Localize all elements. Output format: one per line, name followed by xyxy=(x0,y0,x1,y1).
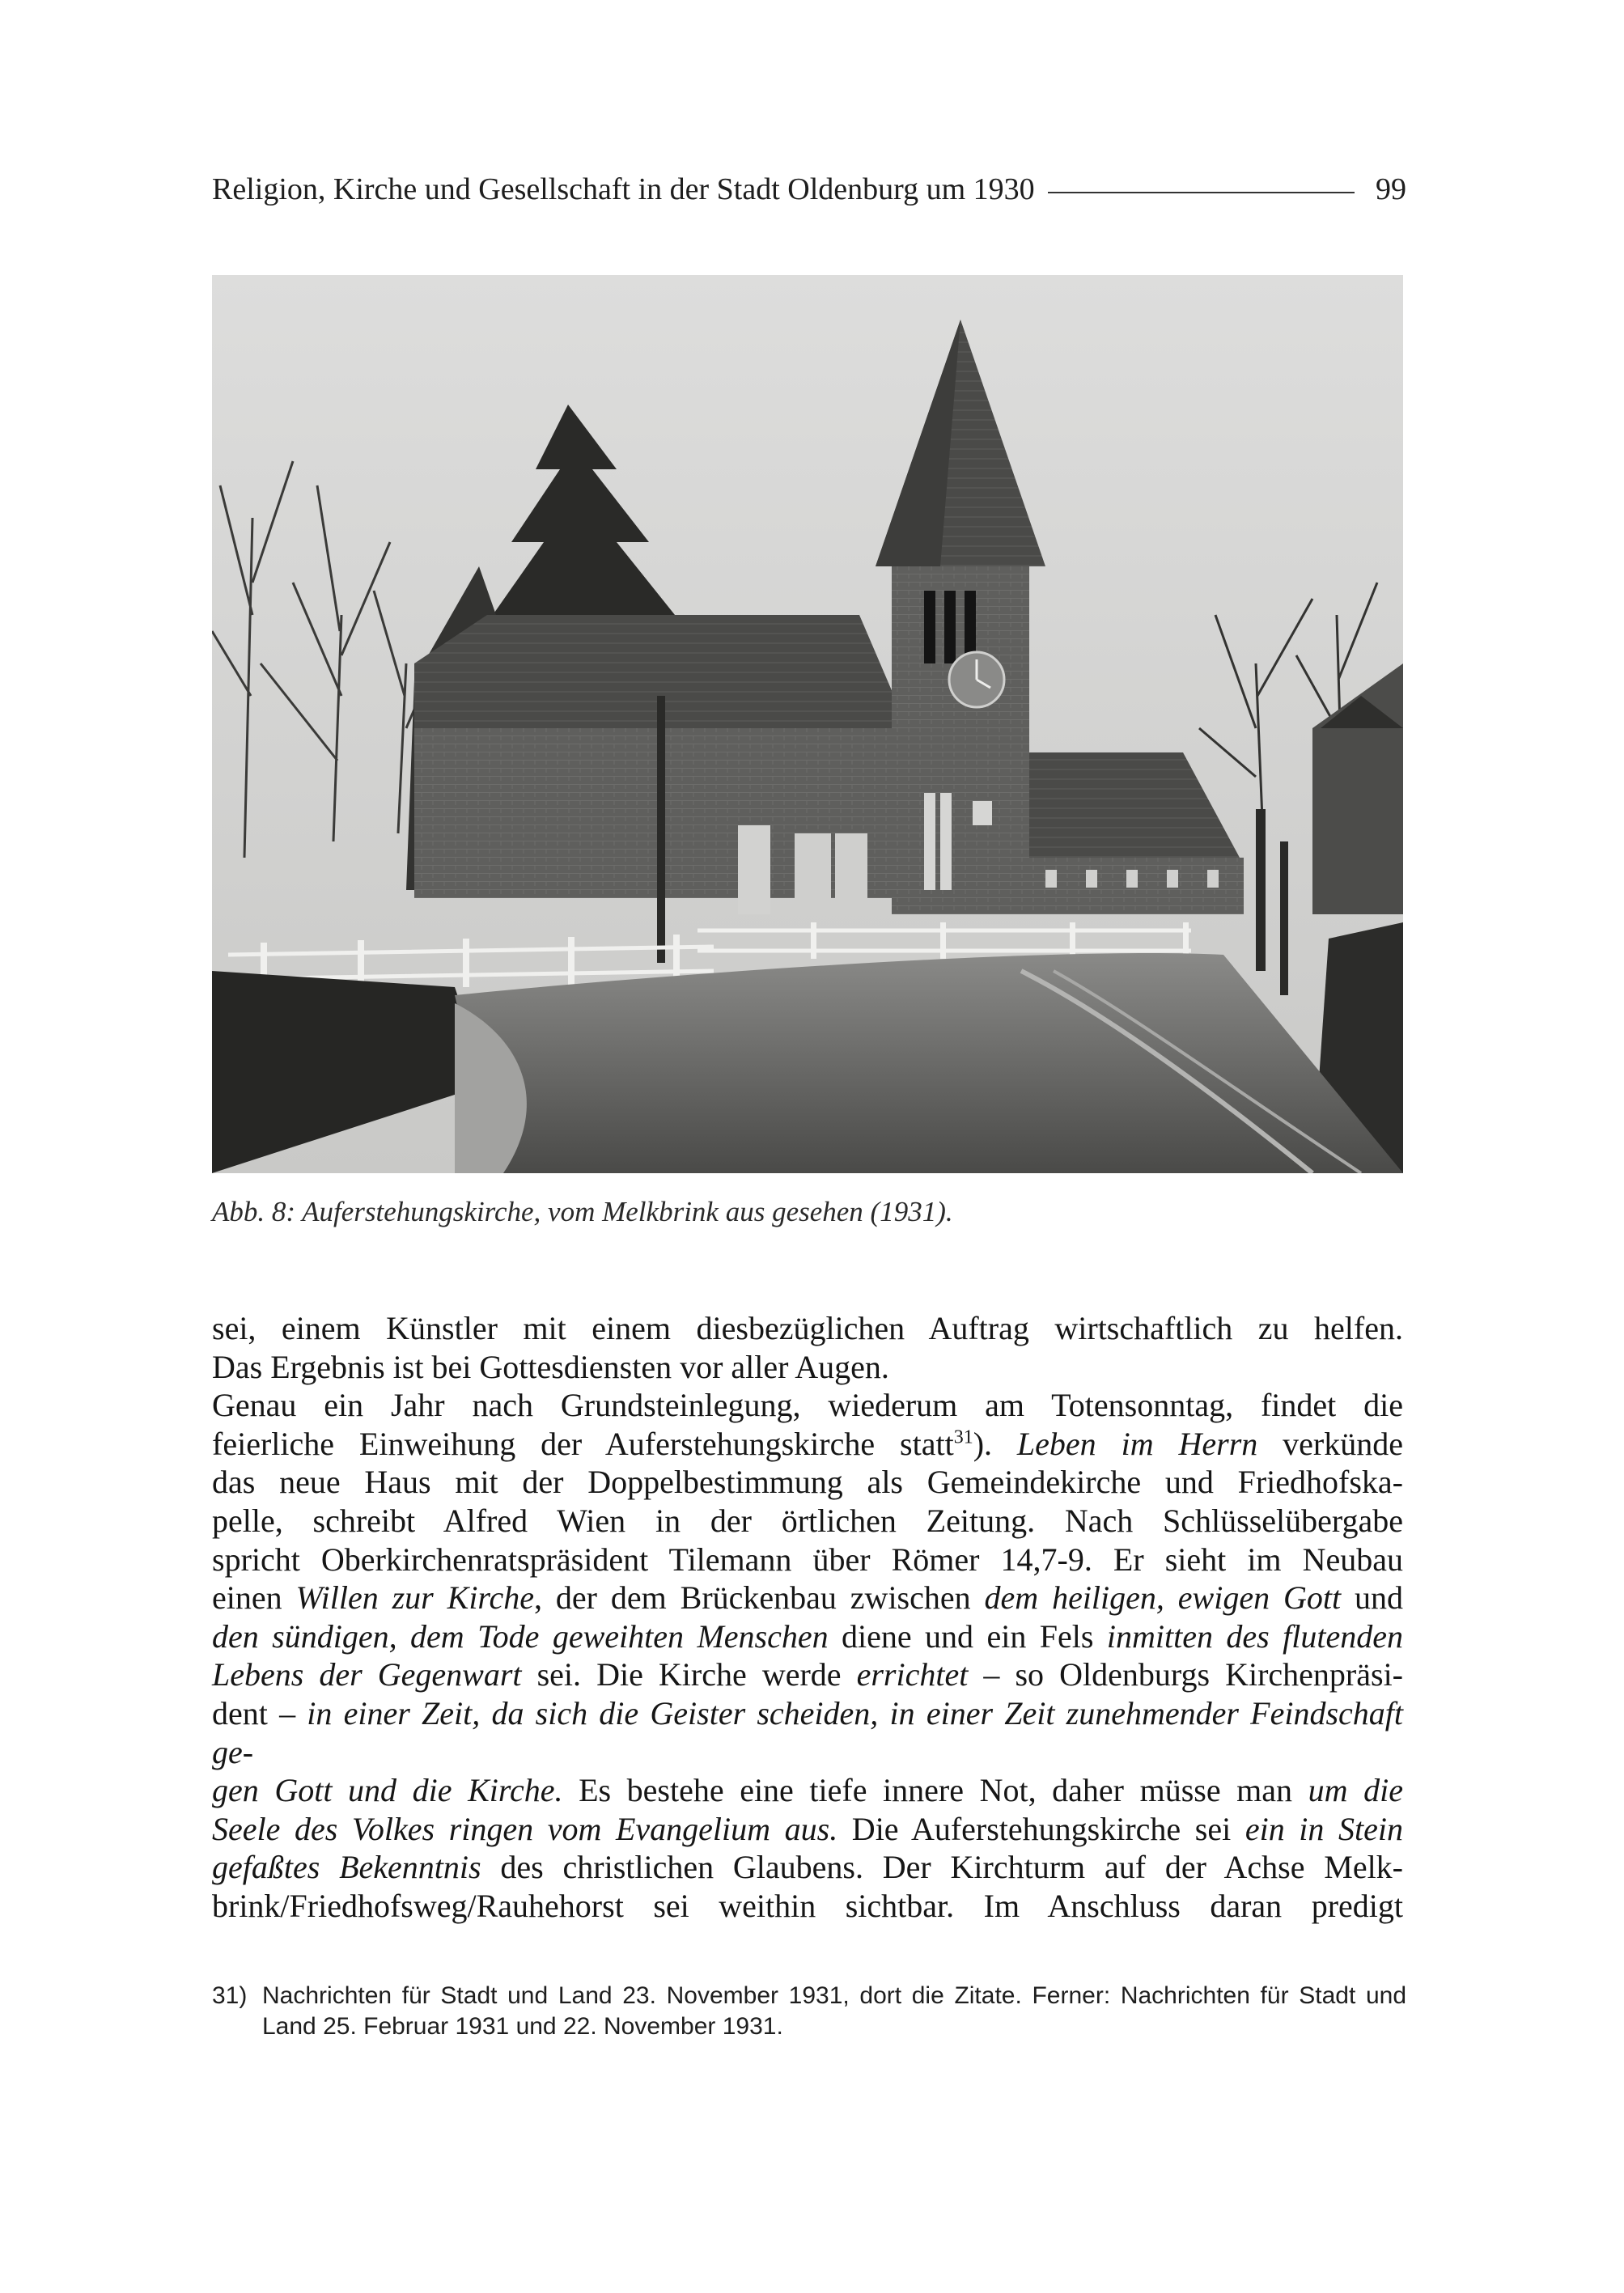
body-line: spricht Oberkirchenratspräsident Tilemann über Römer 14,7-9. Er sieht im Neubau xyxy=(212,1541,1403,1578)
body-line: dent – in einer Zeit, da sich die Geister scheiden, in einer Zeit zunehmender Feindschaft ge- xyxy=(212,1694,1403,1770)
body-line: sei, einem Künstler mit einem diesbezüglichen Auftrag wirtschaftlich zu helfen. xyxy=(212,1310,1403,1346)
running-header xyxy=(212,165,1406,214)
body-line: Seele des Volkes ringen vom Evangelium aus. Die Auferstehungskirche sei ein in Stein xyxy=(212,1810,1403,1847)
header-rule xyxy=(1048,192,1355,193)
body-line: einen Willen zur Kirche, der dem Brückenbau zwischen dem heiligen, ewigen Gott und xyxy=(212,1579,1404,1617)
footnote-number: 31) xyxy=(212,1982,248,2009)
body-text xyxy=(212,1309,1403,1926)
footnotes xyxy=(212,1981,1406,2042)
photo-illustration xyxy=(212,275,1403,1173)
body-line: den sündigen, dem Tode geweihten Menschen diene und ein Fels inmitten des flutenden xyxy=(212,1617,1403,1655)
body-line: Das Ergebnis ist bei Gottesdiensten vor aller Augen. xyxy=(212,1348,889,1385)
body-line: Genau ein Jahr nach Grundsteinlegung, wiederum am Totensonntag, findet die xyxy=(212,1387,1403,1424)
body-line: pelle, schreibt Alfred Wien in der örtlichen Zeitung. Nach Schlüsselübergabe xyxy=(212,1502,1403,1539)
page-number: 99 xyxy=(1376,172,1406,206)
figure-caption: Abb. 8: Auferstehungskirche, vom Melkbrink aus gesehen (1931). xyxy=(212,1196,953,1227)
body-line: feierliche Einweihung der Auferstehungskirche statt$^{31}$). Leben im Herrn verkünde xyxy=(212,1425,1404,1462)
body-line: gen Gott und die Kirche. Es bestehe eine tiefe innere Not, daher müsse man um die xyxy=(212,1772,1403,1809)
body-line: gefaßtes Bekenntnis des christlichen Glaubens. Der Kirchturm auf der Achse Melk- xyxy=(212,1849,1403,1886)
body-line: das neue Haus mit der Doppelbestimmung als Gemeindekirche und Friedhofska- xyxy=(212,1464,1403,1501)
running-title: Religion, Kirche und Gesellschaft in der Stadt Oldenburg um 1930 xyxy=(212,172,1035,206)
footnote-text: Nachrichten für Stadt und Land 23. November 1931, dort die Zitate. Ferner: Nachrichten für Stadt und Land 25. Februar 1931 und 22. November 1931. xyxy=(262,1982,1406,2040)
footnote xyxy=(212,1981,1406,2042)
church-photograph xyxy=(212,275,1403,1173)
body-line: Lebens der Gegenwart sei. Die Kirche werde errichtet – so Oldenburgs Kirchenpräsi- xyxy=(212,1656,1403,1693)
footnote-reference: 31 xyxy=(953,1426,973,1448)
body-line: brink/Friedhofsweg/Rauhehorst sei weithin sichtbar. Im Anschluss daran predigt xyxy=(212,1887,1403,1924)
